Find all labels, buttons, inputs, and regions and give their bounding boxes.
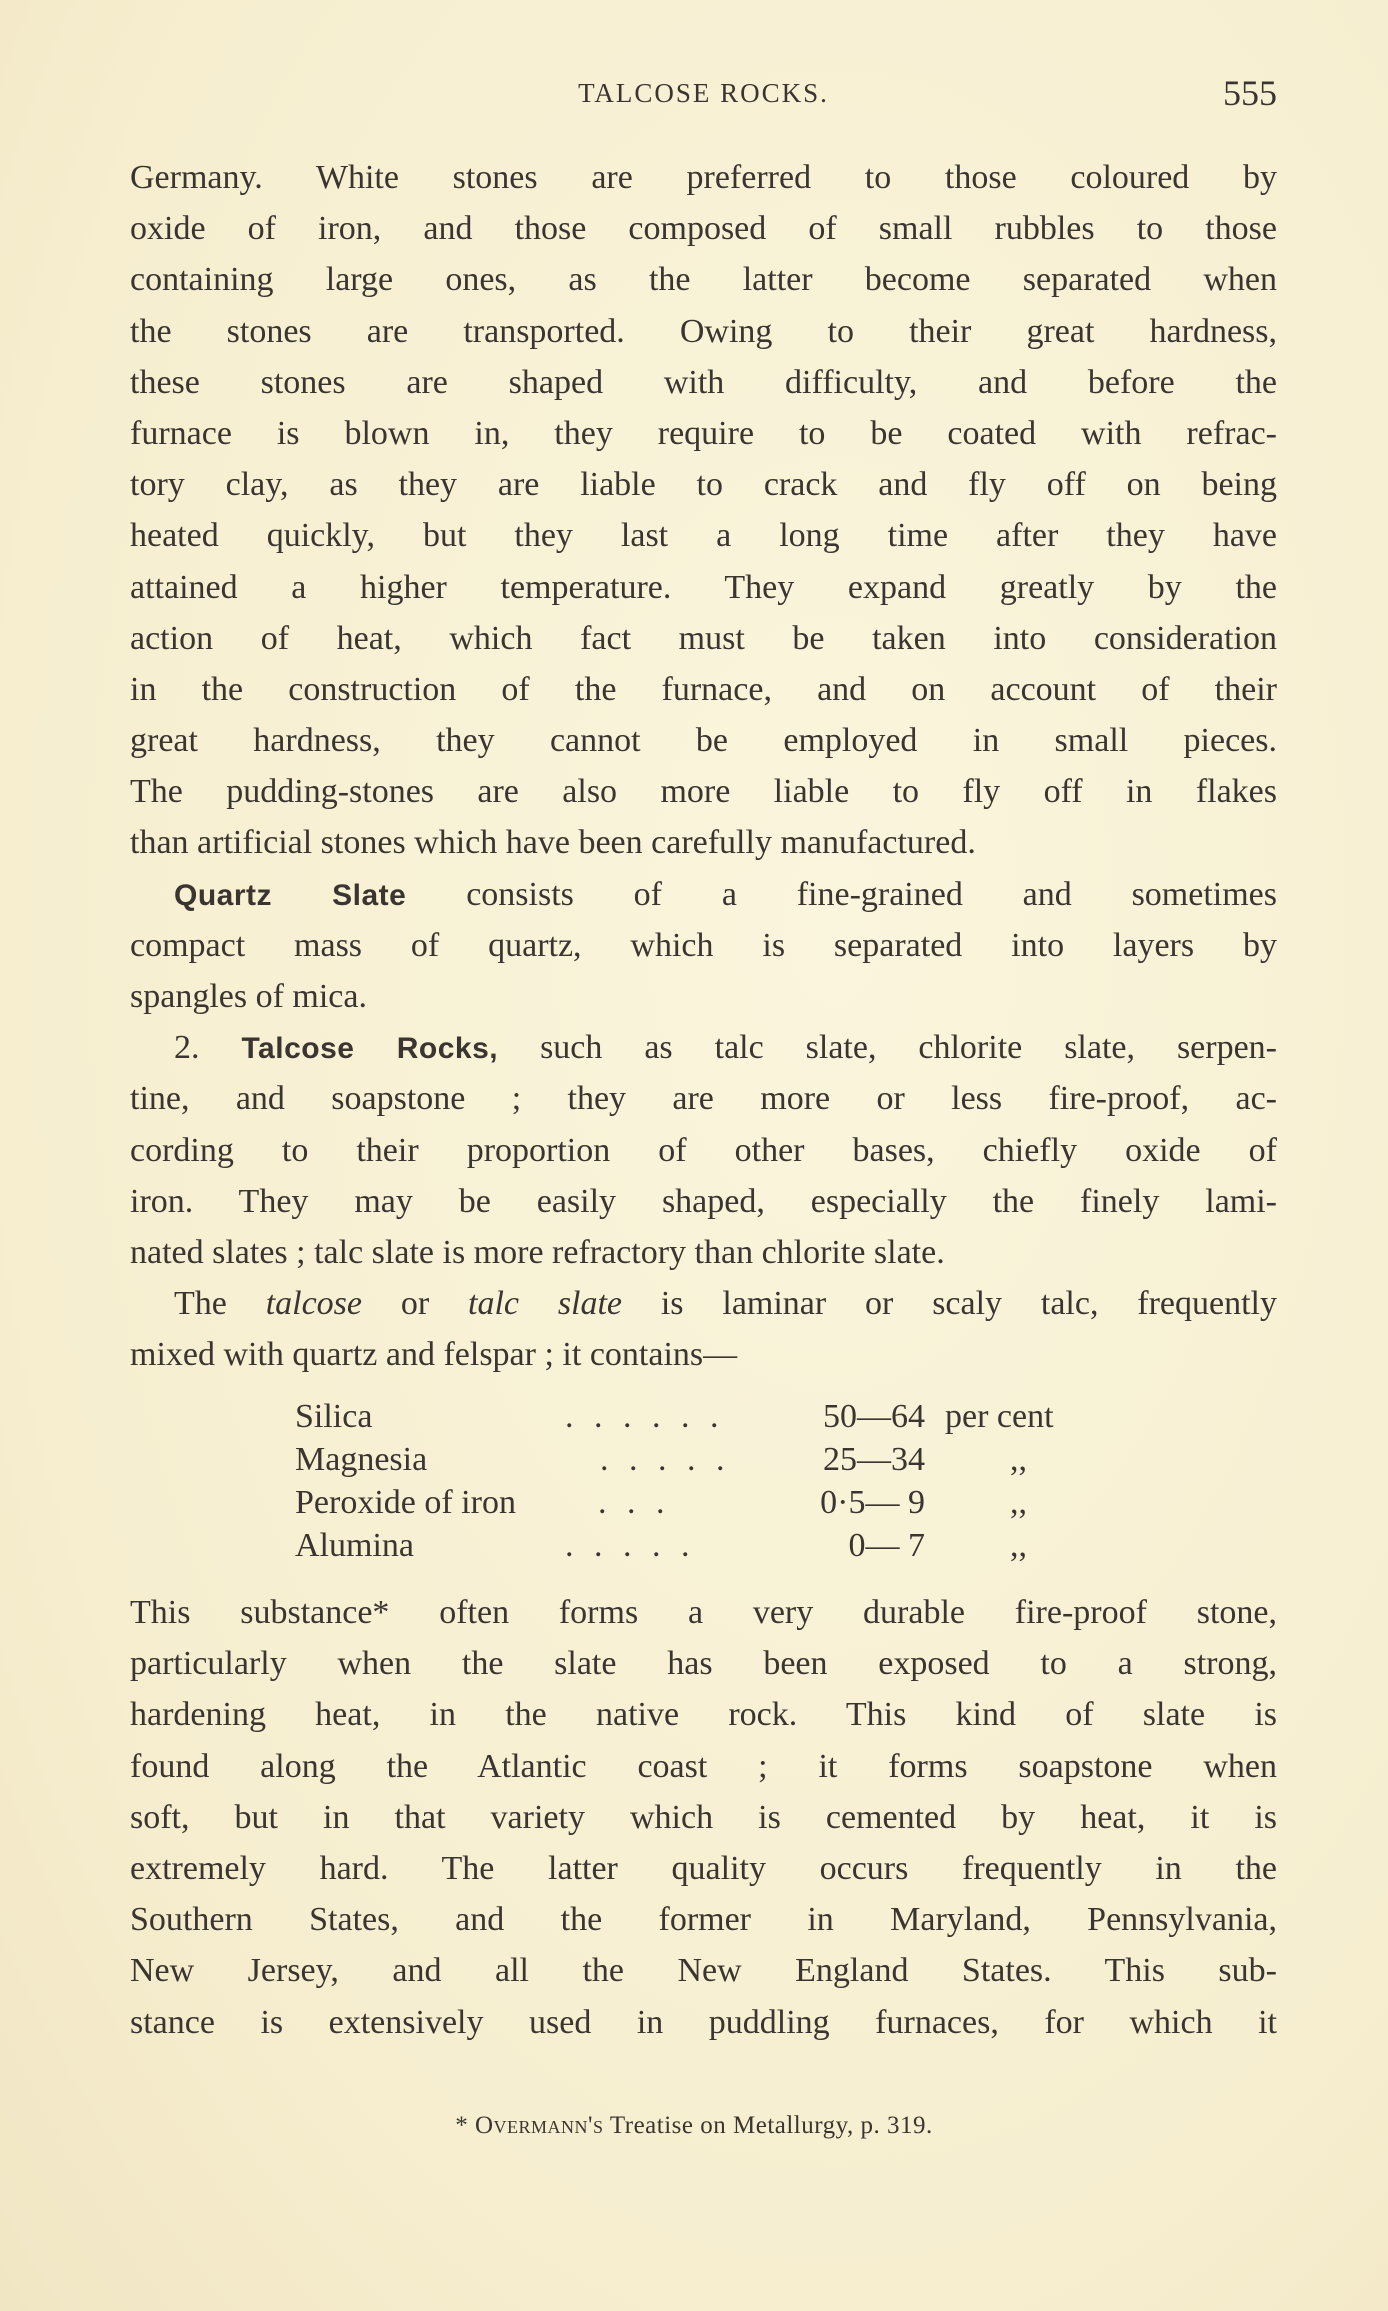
text-run: hardening heat, in the native rock. This kind of slate is — [130, 1696, 1277, 1734]
text-run: attained a higher temperature. They expand greatly by the — [130, 568, 1277, 606]
text-line — [130, 1843, 1277, 1894]
table-row — [295, 1395, 1115, 1438]
text-line — [130, 817, 1277, 868]
text-line — [130, 152, 1277, 203]
body-text-bottom — [130, 1587, 1277, 2048]
page-header — [130, 72, 1277, 122]
text-run: than artificial stones which have been carefully manufactured. — [130, 824, 976, 862]
text-line — [130, 203, 1277, 254]
text-run: great hardness, they cannot be employed in small pieces. — [130, 722, 1277, 760]
body-text-top — [130, 152, 1277, 1381]
unit: ,, — [1010, 1527, 1027, 1564]
text-line — [130, 562, 1277, 613]
text-line — [130, 1022, 1277, 1073]
bold-term: Quartz Slate — [174, 878, 407, 912]
text-line — [130, 357, 1277, 408]
text-run: heated quickly, but they last a long time after they have — [130, 517, 1277, 555]
leader-dots: . . . . . — [600, 1441, 731, 1478]
composition-table — [295, 1395, 1115, 1567]
text-run: found along the Atlantic coast ; it forms soapstone when — [130, 1747, 1277, 1785]
running-title: TALCOSE ROCKS. — [578, 78, 829, 108]
text-run: spangles of mica. — [130, 978, 367, 1015]
footnote — [0, 2112, 1388, 2140]
text-line — [130, 1329, 1277, 1380]
text-run: cording to their proportion of other bases, chiefly oxide of — [130, 1131, 1277, 1169]
text-line — [130, 1278, 1277, 1329]
text-run: mixed with quartz and felspar ; it contains— — [130, 1336, 738, 1374]
text-run: oxide of iron, and those composed of small rubbles to those — [130, 210, 1277, 248]
text-run: in the construction of the furnace, and on account of their — [130, 670, 1277, 708]
text-run: furnace is blown in, they require to be coated with refrac- — [130, 414, 1277, 452]
text-run: Germany. White stones are preferred to those coloured by — [130, 159, 1277, 196]
text-line — [130, 1073, 1277, 1124]
text-line — [130, 613, 1277, 664]
text-line — [130, 1638, 1277, 1689]
value-text: 0·5— 9 — [820, 1484, 925, 1521]
table-row — [295, 1481, 1115, 1524]
italic-term: talc slate — [468, 1285, 623, 1323]
text-line — [130, 1587, 1277, 1638]
text-run: Southern States, and the former in Maryland, Pennsylvania, — [130, 1901, 1277, 1939]
text-run: or — [362, 1285, 468, 1323]
text-run: stance is extensively used in puddling furnaces, for which it — [130, 2003, 1277, 2041]
leader-dots: . . . . . — [565, 1527, 696, 1564]
italic-term: talcose — [265, 1285, 363, 1323]
text-run: New Jersey, and all the New England States. This sub- — [130, 1952, 1277, 1990]
text-run: containing large ones, as the latter become separated when — [130, 261, 1277, 299]
page-number: 555 — [1223, 73, 1277, 113]
text-run: tine, and soapstone ; they are more or less fire-proof, ac- — [130, 1080, 1277, 1118]
text-line — [130, 1227, 1277, 1278]
text-run: particularly when the slate has been exposed to a strong, — [130, 1645, 1277, 1683]
footnote-author: Overmann's — [474, 2112, 604, 2139]
value-text: 50—64 — [823, 1398, 925, 1435]
text-run: extremely hard. The latter quality occurs frequently in the — [130, 1849, 1277, 1887]
text-line — [130, 869, 1277, 920]
text-run: the stones are transported. Owing to their great hardness, — [130, 312, 1277, 350]
value-text: 0— 7 — [848, 1527, 925, 1564]
footnote-marker: * — [455, 2112, 475, 2139]
text-line — [130, 408, 1277, 459]
component-name: Peroxide of iron — [295, 1484, 516, 1521]
text-run: compact mass of quartz, which is separated into layers by — [130, 926, 1277, 964]
component-name: Alumina — [295, 1527, 414, 1564]
text-line — [130, 715, 1277, 766]
table-row — [295, 1438, 1115, 1481]
unit: ,, — [1010, 1484, 1027, 1521]
text-line — [130, 459, 1277, 510]
text-line — [130, 1689, 1277, 1740]
text-run: these stones are shaped with difficulty, and before the — [130, 363, 1277, 401]
component-name: Silica — [295, 1398, 373, 1435]
leader-dots: . . . — [598, 1484, 671, 1521]
text-run: nated slates ; talc slate is more refractory than chlorite slate. — [130, 1233, 945, 1271]
text-line — [130, 664, 1277, 715]
text-run: soft, but in that variety which is cemented by heat, it is — [130, 1798, 1277, 1836]
text-line — [130, 1741, 1277, 1792]
unit: ,, — [1010, 1441, 1027, 1478]
text-line — [130, 306, 1277, 357]
leader-dots: . . . . . . — [565, 1398, 725, 1435]
text-line — [130, 1997, 1277, 2048]
text-line — [130, 920, 1277, 971]
text-line — [130, 1125, 1277, 1176]
text-run: action of heat, which fact must be taken into consideration — [130, 619, 1277, 657]
text-run: iron. They may be easily shaped, especially the finely lami- — [130, 1182, 1277, 1220]
text-run: such as talc slate, chlorite slate, serpen- — [498, 1029, 1278, 1067]
footnote-text: Treatise on Metallurgy, p. 319. — [603, 2112, 933, 2139]
text-run: The — [174, 1285, 266, 1323]
component-name: Magnesia — [295, 1441, 428, 1478]
text-run: The pudding-stones are also more liable to fly off in flakes — [130, 773, 1277, 811]
text-line — [130, 1792, 1277, 1843]
text-run: This substance* often forms a very durable fire-proof stone, — [130, 1594, 1277, 1631]
text-line — [130, 254, 1277, 305]
text-line — [130, 766, 1277, 817]
value-text: 25—34 — [823, 1441, 925, 1478]
text-line — [130, 1894, 1277, 1945]
text-line — [130, 1945, 1277, 1996]
text-line — [130, 971, 1277, 1022]
text-run: tory clay, as they are liable to crack and fly off on being — [130, 466, 1277, 504]
text-run: consists of a fine-grained and sometimes — [406, 875, 1277, 913]
text-run: is laminar or scaly talc, frequently — [622, 1285, 1278, 1323]
text-line — [130, 1176, 1277, 1227]
text-line — [130, 510, 1277, 561]
unit: per cent — [945, 1398, 1054, 1435]
table-row — [295, 1524, 1115, 1567]
text-run: 2. — [174, 1029, 242, 1067]
bold-term: Talcose Rocks, — [241, 1032, 499, 1066]
